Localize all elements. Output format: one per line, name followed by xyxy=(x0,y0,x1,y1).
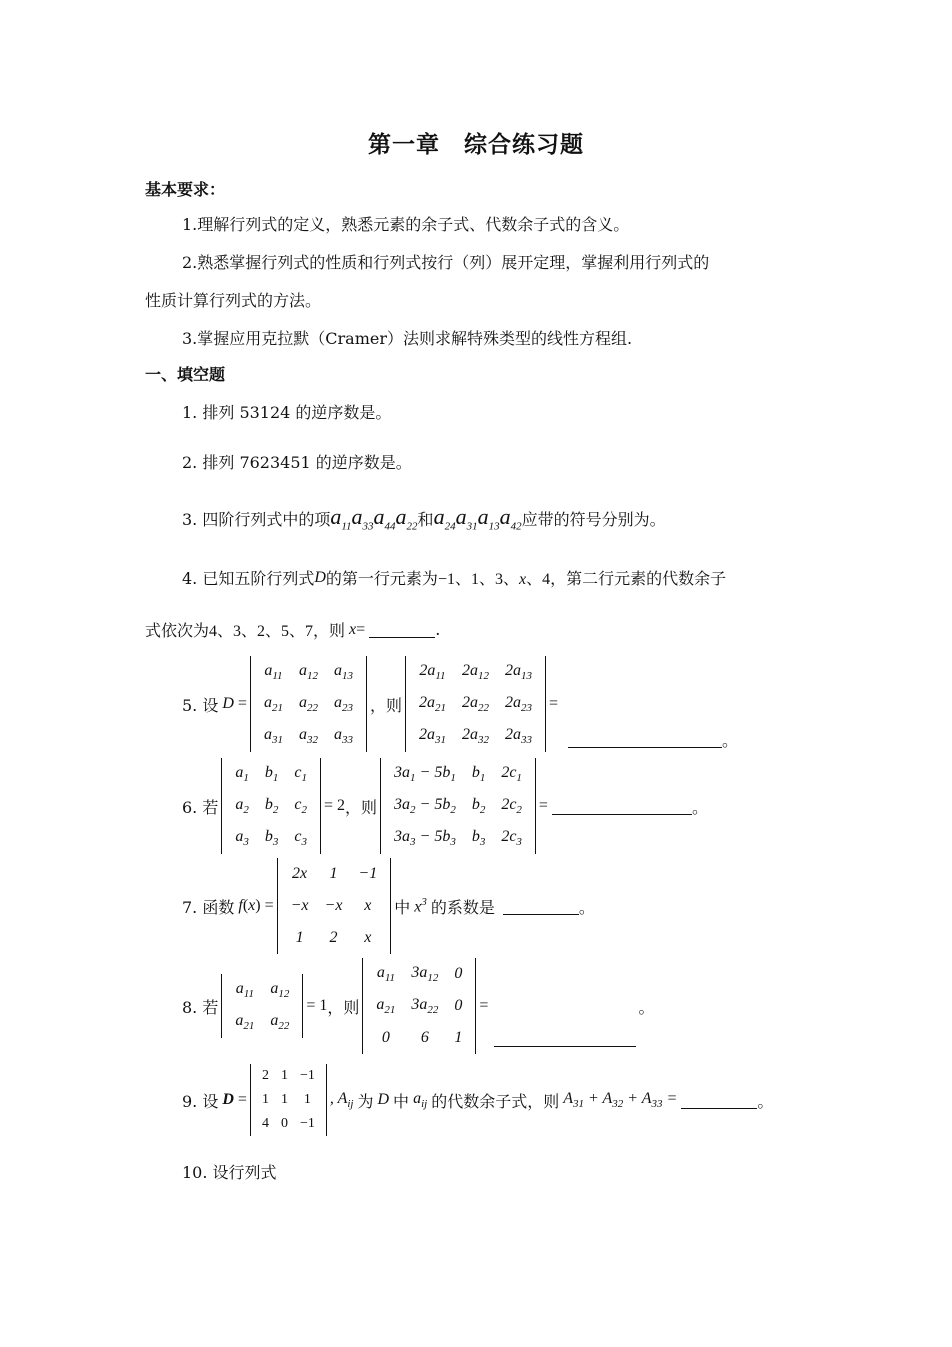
q6-eq2: = xyxy=(538,797,548,814)
period: 。 xyxy=(757,1091,774,1111)
determinant: $a_{11}$ $a_{12}$ $a_{13}$ $a_{21}$ $a_{22}$ $a_{23}$ $a_{31}$ $a_{32}$ $a_{33}$ xyxy=(250,656,367,752)
answer-blank[interactable] xyxy=(494,1030,636,1047)
q4-eq: = xyxy=(356,620,366,638)
determinant: $a_{11}$ $3a_{12}$ 0 $a_{21}$ $3a_{22}$ 0 0 6 1 xyxy=(362,958,476,1054)
q9-D: D xyxy=(218,1091,234,1108)
q7-arg: (x) = xyxy=(242,897,274,914)
q9-prefix: 9. 设 xyxy=(182,1091,219,1111)
q3-term-1: $a_{11}a_{33}a_{44}a_{22}$ xyxy=(330,504,418,533)
requirement-item: 3.掌握应用克拉默（Cramer）法则求解特殊类型的线性方程组. xyxy=(182,329,633,348)
q6-then: ，则 xyxy=(345,797,378,817)
q9-aij: $a_{ij}$ xyxy=(409,1089,428,1111)
section-heading: 一、填空题 xyxy=(145,365,226,384)
page-title: 第一章 综合练习题 xyxy=(368,131,584,158)
q4-cofactors: 4、3、2、5、7 xyxy=(209,623,314,640)
q4-text: 的第一行元素为 xyxy=(325,569,438,588)
q8-then: ，则 xyxy=(327,997,360,1017)
period: 。 xyxy=(638,997,655,1017)
question-1: 1. 排列 53124 的逆序数是。 xyxy=(182,403,392,422)
q9-text: 的代数余子式，则 xyxy=(431,1091,560,1111)
requirement-item: 2.熟悉掌握行列式的性质和行列式按行（列）展开定理，掌握利用行列式的 xyxy=(182,253,710,272)
requirement-item: 1.理解行列式的定义，熟悉元素的余子式、代数余子式的含义。 xyxy=(182,215,630,234)
q7-prefix: 7. 函数 xyxy=(182,897,235,917)
question-10: 10. 设行列式 xyxy=(182,1163,277,1182)
determinant: $a_{11}$ $a_{12}$ $a_{21}$ $a_{22}$ xyxy=(221,974,303,1038)
q3-prefix: 3. 四阶行列式中的项 xyxy=(182,509,331,529)
q8-prefix: 8. 若 xyxy=(182,997,219,1017)
determinant: $a_1$ $b_1$ $c_1$ $a_2$ $b_2$ $c_2$ $a_3$ $b_3$ $c_3$ xyxy=(221,758,321,854)
q9-D2: D xyxy=(373,1091,394,1108)
question-4-line-2 xyxy=(145,618,440,641)
q5-D: D xyxy=(218,695,234,712)
determinant: 2x 1 −1 −x −x x 1 2 x xyxy=(277,858,392,954)
question-7 xyxy=(182,858,595,954)
q4-text: 式依次为 xyxy=(145,621,210,640)
q9-eq: = xyxy=(233,1091,247,1108)
answer-blank[interactable] xyxy=(568,731,722,748)
period: 。 xyxy=(722,731,739,750)
answer-blank[interactable] xyxy=(681,1092,757,1109)
question-8-answer xyxy=(494,1030,636,1047)
q5-then: ，则 xyxy=(369,695,402,715)
requirements-heading: 基本要求： xyxy=(145,180,226,199)
answer-blank[interactable] xyxy=(552,798,692,815)
answer-blank[interactable] xyxy=(503,898,579,915)
requirement-item: 性质计算行列式的方法。 xyxy=(145,291,322,310)
determinant: $3a_1 - 5b_1$ $b_1$ $2c_1$ $3a_2 - 5b_2$ $b_2$ $2c_2$ $3a_3 - 5b_3$ $b_3$ $2c_3$ xyxy=(380,758,536,854)
question-2: 2. 排列 7623451 的逆序数是。 xyxy=(182,453,412,472)
q9-Aij: , $A_{ij}$ xyxy=(329,1089,354,1111)
q6-eq: = 2 xyxy=(323,797,345,814)
q9-text: 中 xyxy=(393,1091,410,1111)
q4-row1-values: −1、1、3、x、4 xyxy=(437,571,551,588)
question-4-line-1 xyxy=(182,566,726,589)
q3-suffix: 应带的符号分别为。 xyxy=(521,509,666,529)
question-3 xyxy=(182,504,666,532)
q7-fx: f xyxy=(234,897,243,914)
q4-D: D xyxy=(314,568,326,586)
question-9 xyxy=(182,1064,773,1136)
q6-prefix: 6. 若 xyxy=(182,797,219,817)
period: 。 xyxy=(691,797,708,817)
q7-x3: $x^3$ xyxy=(410,895,427,916)
q4-text: ，第二行元素的代数余子 xyxy=(550,569,727,588)
q9-sum: $A_{31} + A_{32} + A_{33}$ = xyxy=(559,1089,678,1111)
q9-text: 为 xyxy=(357,1091,374,1111)
q4-x: x xyxy=(345,620,357,638)
q3-mid: 和 xyxy=(417,509,434,529)
q4-text: 4. 已知五阶行列式 xyxy=(182,569,315,588)
question-5 xyxy=(182,656,558,752)
q4-text: ，则 xyxy=(313,621,346,640)
q5-eq: = xyxy=(233,695,247,712)
q8-eq2: = xyxy=(479,997,489,1014)
q5-prefix: 5. 设 xyxy=(182,695,219,715)
question-6 xyxy=(182,758,708,854)
q3-term-2: $a_{24}a_{31}a_{13}a_{42}$ xyxy=(433,504,522,533)
q4-dot: . xyxy=(435,620,441,639)
q5-eq2: = xyxy=(548,695,558,712)
q8-eq: = 1 xyxy=(306,997,328,1014)
determinant: 2 1 −1 1 1 1 4 0 −1 xyxy=(250,1064,327,1136)
period: 。 xyxy=(578,897,595,917)
q7-suffix: 的系数是 xyxy=(430,897,495,917)
question-5-answer xyxy=(568,728,738,751)
q7-mid: 中 xyxy=(394,897,411,917)
determinant: $2a_{11}$ $2a_{12}$ $2a_{13}$ $2a_{21}$ $2a_{22}$ $2a_{23}$ $2a_{31}$ $2a_{32}$ $2a_{33}$ xyxy=(405,656,546,752)
answer-blank[interactable] xyxy=(369,621,435,638)
